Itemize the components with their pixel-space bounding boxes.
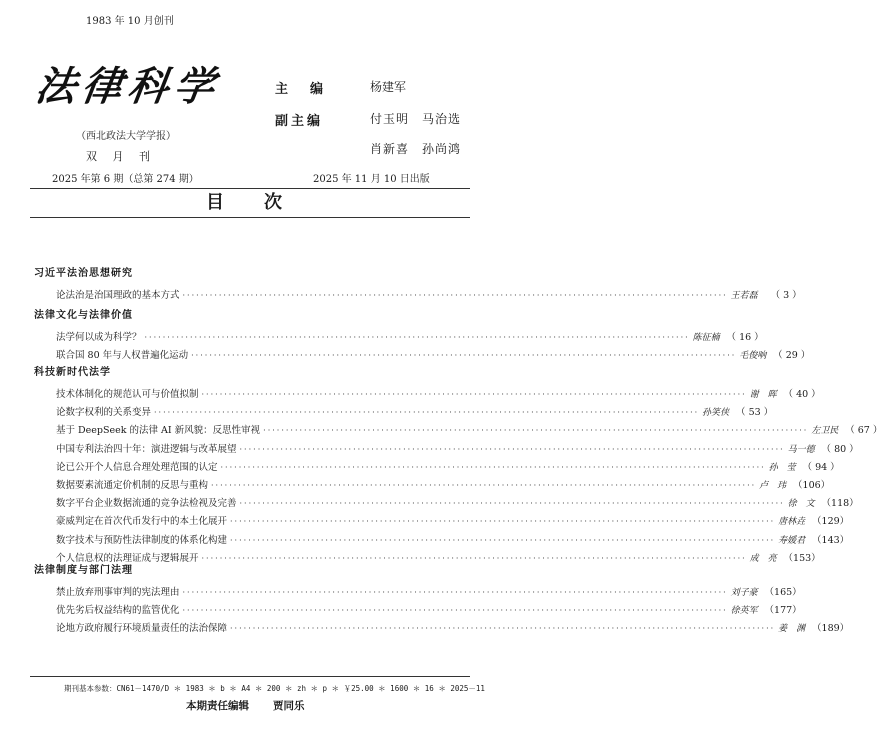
toc-entry-title: 数据要素流通定价机制的反思与重构: [56, 480, 209, 491]
toc-leader-dots: ························································································································: [239, 444, 785, 454]
toc-entry[interactable]: [56, 329, 764, 343]
toc-section-heading: 法律文化与法律价值: [34, 310, 133, 321]
toc-entry-title: 法学何以成为科学？: [56, 332, 142, 343]
toc-leader-dots: ························································································································: [211, 481, 757, 490]
toc-entry-title: 中国专利法治四十年：演进逻辑与改革展望: [56, 443, 237, 455]
toc-entry-title: 技术体制化的规范认可与价值拟制: [56, 389, 199, 400]
bottom-divider: [30, 676, 470, 677]
toc-entry-title: 论法治是治国理政的基本方式: [56, 290, 180, 301]
toc-leader-dots: ························································································································: [182, 606, 728, 616]
deputy-editor-names-line1: 付玉明 马治选: [370, 112, 462, 126]
journal-parameters: 期刊基本参数：CN61－1470/D ＊ 1983 ＊ b ＊ A4 ＊ 200 ＊ zh ＊ p ＊ ￥25.00 ＊ 1600 ＊ 16 ＊ 2025－11: [64, 684, 485, 693]
toc-entry-author: 刘子豪: [730, 588, 758, 598]
toc-entry[interactable]: [56, 287, 802, 301]
toc-leader-dots: ························································································································: [182, 291, 728, 300]
toc-entry-page: （165）: [764, 587, 802, 598]
publication-frequency: 双 月 刊: [86, 150, 156, 163]
journal-logo: [32, 52, 224, 122]
toc-entry[interactable]: [56, 404, 774, 419]
toc-entry-author: 唐林垚: [778, 517, 806, 528]
toc-leader-dots: ························································································································: [201, 553, 747, 563]
toc-entry-title: 优先劣后权益结构的监管优化: [56, 605, 180, 617]
toc-entry[interactable]: [56, 602, 802, 617]
toc-entry-page: （ 40 ）: [783, 389, 821, 400]
chief-editor-name: 杨建军: [370, 80, 407, 94]
toc-entry-title: 数字平台企业数据流通的竞争法检视及完善: [56, 498, 237, 510]
toc-entry-author: 寿媛君: [778, 535, 806, 546]
toc-leader-dots: ························································································································: [239, 499, 785, 509]
toc-entry-author: 卢 玮: [759, 481, 787, 491]
toc-section-heading: 法律制度与部门法理: [34, 565, 133, 576]
toc-entry-page: （118）: [821, 498, 859, 510]
toc-entry-page: （ 3 ）: [770, 290, 802, 301]
toc-entry-author: 徐英军: [730, 606, 758, 617]
toc-entry-title: 豪威判定在首次代币发行中的本土化展开: [56, 516, 228, 528]
toc-entry-author: 陈征楠: [692, 333, 720, 343]
issue-date: 2025 年 11 月 10 日出版: [313, 174, 430, 185]
toc-leader-dots: ························································································································: [220, 462, 766, 472]
toc-leader-dots: ························································································································: [201, 390, 747, 399]
toc-entry-page: （ 80 ）: [821, 443, 859, 455]
toc-leader-dots: ························································································································: [230, 535, 776, 545]
toc-entry-page: （ 29 ）: [773, 350, 811, 362]
toc-entry-title: 论数字权利的关系变异: [56, 407, 152, 419]
toc-entry-title: 禁止放弃刑事审判的宪法理由: [56, 587, 180, 598]
toc-entry-author: 王若磊: [730, 291, 758, 301]
issue-editor-name: 贾同乐: [273, 700, 305, 712]
toc-entry-author: 孙 莹: [768, 462, 796, 473]
toc-entry-title: 数字技术与预防性法律制度的体系化构建: [56, 534, 228, 546]
toc-leader-dots: ························································································································: [263, 426, 809, 436]
toc-entry-page: （153）: [783, 552, 821, 564]
toc-entry-page: （106）: [793, 480, 831, 491]
toc-entry[interactable]: [56, 441, 859, 455]
deputy-editor-label: 副主编: [275, 114, 324, 129]
chief-editor-label: 主编: [275, 82, 346, 97]
toc-entry-page: （ 53 ）: [736, 407, 774, 419]
sponsor-name: （西北政法大学学报）: [76, 131, 176, 142]
toc-entry[interactable]: [56, 422, 882, 437]
toc-entry[interactable]: [56, 513, 850, 528]
toc-leader-dots: ························································································································: [191, 351, 737, 361]
toc-leader-dots: ························································································································: [144, 333, 690, 342]
issue-number: 2025 年第 6 期（总第 274 期）: [52, 174, 199, 185]
toc-entry-page: （ 94 ）: [802, 461, 840, 473]
journal-logo-text: 法律科学: [32, 63, 224, 110]
toc-entry-page: （143）: [812, 534, 850, 546]
toc-entry-author: 毛俊响: [739, 351, 767, 362]
toc-section-heading: 习近平法治思想研究: [34, 268, 133, 279]
toc-entry-page: （ 67 ）: [845, 425, 882, 437]
toc-entry[interactable]: [56, 620, 850, 635]
toc-entry[interactable]: [56, 386, 821, 400]
toc-entry-page: （189）: [812, 623, 850, 635]
toc-entry[interactable]: [56, 495, 859, 510]
toc-entry-author: 左卫民: [811, 426, 839, 437]
toc-entry[interactable]: [56, 584, 802, 598]
issue-editor-label: 本期责任编辑: [186, 700, 249, 712]
toc-leader-dots: ························································································································: [230, 517, 776, 527]
toc-entry[interactable]: [56, 532, 850, 546]
toc-entry-page: （ 16 ）: [726, 332, 764, 343]
founded-date: 1983 年 10 月创刊: [86, 16, 174, 27]
toc-leader-dots: ························································································································: [154, 408, 700, 418]
toc-entry-page: （177）: [764, 605, 802, 617]
toc-entry-title: 联合国 80 年与人权普遍化运动: [56, 350, 189, 362]
toc-entry-author: 成 亮: [749, 553, 777, 564]
toc-title-divider: [30, 217, 470, 218]
toc-entry-title: 个人信息权的法理证成与逻辑展开: [56, 552, 199, 564]
toc-entry-author: 马一德: [787, 444, 815, 455]
toc-entry[interactable]: [56, 347, 811, 362]
toc-entry-author: 姜 渊: [778, 624, 806, 635]
deputy-editor-names-line2: 肖新喜 孙尚鸿: [370, 142, 462, 156]
toc-entry-title: 基于 DeepSeek 的法律 AI 新风貌：反思性审视: [56, 425, 261, 437]
toc-section-heading: 科技新时代法学: [34, 367, 111, 378]
toc-entry-page: （129）: [812, 516, 850, 528]
toc-entry[interactable]: [56, 477, 831, 491]
toc-entry-title: 论地方政府履行环境质量责任的法治保障: [56, 623, 228, 635]
toc-entry-author: 谢 晖: [749, 390, 777, 400]
toc-leader-dots: ························································································································: [230, 624, 776, 634]
toc-entry-author: 徐 文: [787, 499, 815, 510]
toc-leader-dots: ························································································································: [182, 588, 728, 597]
toc-entry[interactable]: [56, 459, 840, 473]
toc-entry-title: 论已公开个人信息合理处理范围的认定: [56, 461, 218, 473]
toc-title: 目次: [206, 192, 322, 213]
toc-entry-author: 孙笑侠: [702, 408, 730, 419]
